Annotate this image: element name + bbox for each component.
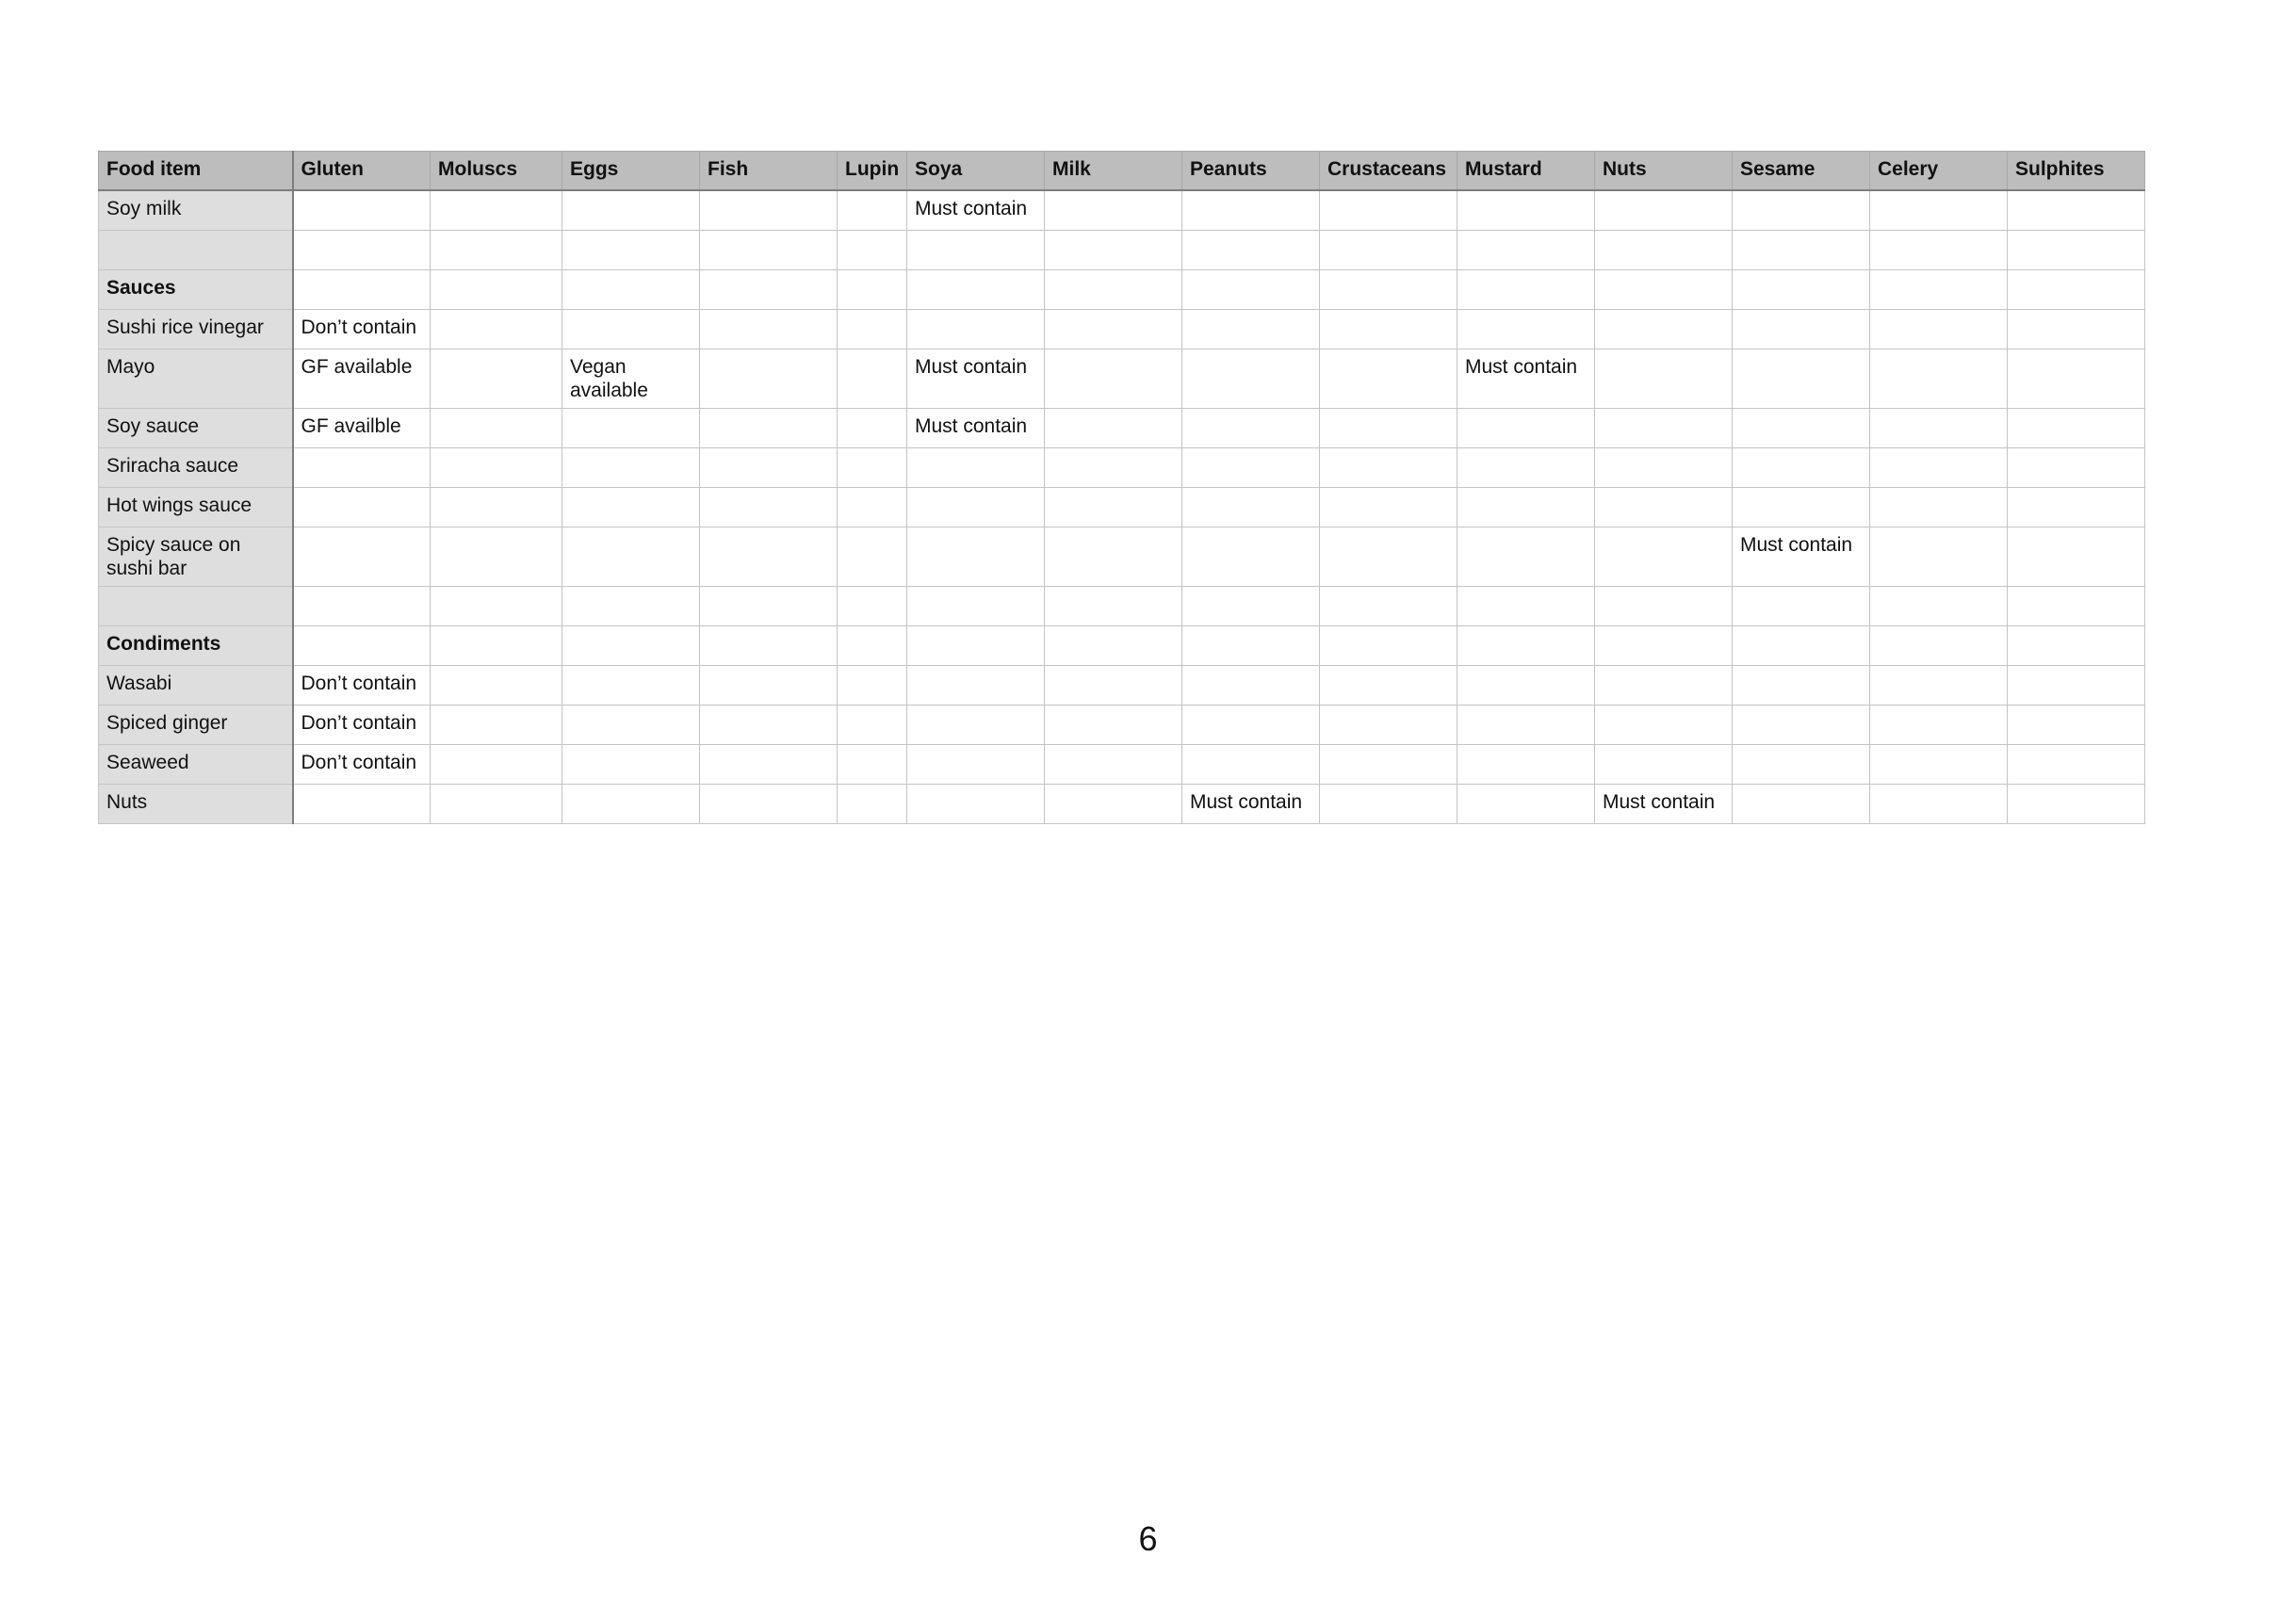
allergen-cell — [1457, 706, 1595, 745]
allergen-cell — [1045, 745, 1182, 785]
allergen-cell: Don’t contain — [293, 666, 431, 706]
allergen-cell — [700, 190, 838, 231]
table-row — [99, 785, 2145, 824]
table-row — [99, 190, 2145, 231]
allergen-cell: Must contain — [1595, 785, 1733, 824]
allergen-cell — [2008, 270, 2145, 310]
allergen-cell — [1733, 409, 1870, 448]
allergen-cell — [1870, 409, 2008, 448]
column-header-peanuts: Peanuts — [1182, 152, 1320, 191]
allergen-cell — [431, 527, 562, 587]
allergen-cell — [2008, 706, 2145, 745]
allergen-cell — [907, 527, 1045, 587]
allergen-cell — [1182, 448, 1320, 488]
allergen-cell — [700, 587, 838, 626]
allergen-cell — [1320, 231, 1457, 270]
allergen-cell — [1457, 270, 1595, 310]
food-item-cell — [99, 231, 293, 270]
allergen-cell — [1595, 706, 1733, 745]
table-row — [99, 488, 2145, 527]
allergen-cell — [838, 231, 907, 270]
allergen-cell — [1870, 349, 2008, 409]
allergen-cell — [700, 706, 838, 745]
allergen-cell — [562, 448, 700, 488]
allergen-cell: Must contain — [1733, 527, 1870, 587]
allergen-cell — [1733, 270, 1870, 310]
allergen-cell — [1320, 785, 1457, 824]
allergen-cell — [1045, 666, 1182, 706]
allergen-cell — [1320, 666, 1457, 706]
allergen-cell — [1595, 745, 1733, 785]
allergen-cell — [2008, 785, 2145, 824]
allergen-cell — [2008, 448, 2145, 488]
column-header-fish: Fish — [700, 152, 838, 191]
food-item-cell: Spiced ginger — [99, 706, 293, 745]
allergen-cell — [1595, 488, 1733, 527]
food-item-cell: Sriracha sauce — [99, 448, 293, 488]
allergen-cell — [1045, 190, 1182, 231]
allergen-cell — [431, 349, 562, 409]
allergen-cell — [907, 745, 1045, 785]
allergen-cell — [1870, 745, 2008, 785]
allergen-cell — [907, 706, 1045, 745]
allergen-cell — [1595, 587, 1733, 626]
allergen-cell — [907, 270, 1045, 310]
allergen-cell — [1182, 310, 1320, 349]
allergen-cell — [562, 270, 700, 310]
allergen-cell — [700, 310, 838, 349]
food-item-cell: Seaweed — [99, 745, 293, 785]
allergen-cell — [1733, 190, 1870, 231]
allergen-cell — [431, 785, 562, 824]
table-row — [99, 745, 2145, 785]
allergen-cell — [1320, 349, 1457, 409]
allergen-cell — [293, 626, 431, 666]
table-row — [99, 409, 2145, 448]
allergen-cell — [700, 527, 838, 587]
allergen-cell — [562, 626, 700, 666]
table-row — [99, 527, 2145, 587]
allergen-cell — [1457, 745, 1595, 785]
food-item-cell: Soy milk — [99, 190, 293, 231]
allergen-cell — [1045, 626, 1182, 666]
table-row — [99, 448, 2145, 488]
allergen-cell — [1320, 488, 1457, 527]
column-header-nuts: Nuts — [1595, 152, 1733, 191]
allergen-cell — [1595, 527, 1733, 587]
allergen-cell — [1320, 527, 1457, 587]
allergen-cell — [293, 448, 431, 488]
allergen-cell — [1320, 745, 1457, 785]
allergen-cell — [1320, 587, 1457, 626]
allergen-cell — [907, 310, 1045, 349]
allergen-cell: GF availble — [293, 409, 431, 448]
allergen-cell — [431, 587, 562, 626]
table-row — [99, 666, 2145, 706]
allergen-cell — [1457, 409, 1595, 448]
allergen-cell — [1870, 706, 2008, 745]
food-item-cell: Hot wings sauce — [99, 488, 293, 527]
table-header — [99, 152, 2145, 191]
allergen-cell — [1045, 488, 1182, 527]
allergen-cell — [1182, 488, 1320, 527]
allergen-cell — [293, 190, 431, 231]
allergen-cell — [293, 527, 431, 587]
column-header-lupin: Lupin — [838, 152, 907, 191]
allergen-cell — [1457, 190, 1595, 231]
allergen-cell — [1045, 785, 1182, 824]
allergen-cell — [907, 626, 1045, 666]
table-row — [99, 349, 2145, 409]
allergen-cell — [700, 666, 838, 706]
section-row — [99, 270, 2145, 310]
allergen-cell — [838, 409, 907, 448]
allergen-cell — [1595, 310, 1733, 349]
allergen-cell — [838, 448, 907, 488]
allergen-cell — [1320, 310, 1457, 349]
allergen-cell — [700, 488, 838, 527]
allergen-cell — [562, 587, 700, 626]
column-header-gluten: Gluten — [293, 152, 431, 191]
allergen-cell — [700, 448, 838, 488]
allergen-cell: Don’t contain — [293, 745, 431, 785]
allergen-cell — [1870, 527, 2008, 587]
allergen-cell — [2008, 587, 2145, 626]
allergen-cell — [1457, 527, 1595, 587]
allergen-cell — [1733, 448, 1870, 488]
allergen-cell — [431, 745, 562, 785]
food-item-cell: Sushi rice vinegar — [99, 310, 293, 349]
table-body — [99, 190, 2145, 824]
allergen-cell — [1595, 666, 1733, 706]
allergen-cell — [293, 270, 431, 310]
allergen-cell — [1320, 190, 1457, 231]
column-header-milk: Milk — [1045, 152, 1182, 191]
allergen-cell — [1870, 488, 2008, 527]
allergen-cell — [1870, 666, 2008, 706]
allergen-cell — [431, 706, 562, 745]
allergen-cell — [1870, 190, 2008, 231]
page-number: 6 — [1138, 1519, 1158, 1558]
allergen-cell — [1182, 409, 1320, 448]
allergen-cell — [1457, 231, 1595, 270]
allergen-cell — [562, 488, 700, 527]
allergen-cell — [1182, 745, 1320, 785]
allergen-cell — [1870, 626, 2008, 666]
allergen-cell — [1045, 270, 1182, 310]
allergen-cell — [1870, 270, 2008, 310]
allergen-cell — [431, 409, 562, 448]
allergen-cell — [1733, 745, 1870, 785]
allergen-cell — [1457, 310, 1595, 349]
allergen-cell — [1457, 785, 1595, 824]
blank-row — [99, 231, 2145, 270]
table-row — [99, 706, 2145, 745]
allergen-cell — [907, 587, 1045, 626]
allergen-cell — [1595, 409, 1733, 448]
allergen-cell — [1733, 785, 1870, 824]
allergen-cell — [1870, 310, 2008, 349]
allergen-cell — [2008, 488, 2145, 527]
allergen-cell — [1045, 409, 1182, 448]
section-row — [99, 626, 2145, 666]
allergen-cell — [2008, 349, 2145, 409]
allergen-cell — [700, 349, 838, 409]
allergen-cell — [1045, 527, 1182, 587]
allergen-cell — [431, 488, 562, 527]
allergen-cell — [562, 310, 700, 349]
allergen-cell — [1457, 587, 1595, 626]
allergen-cell — [1045, 448, 1182, 488]
allergen-cell — [1733, 666, 1870, 706]
allergen-cell — [562, 231, 700, 270]
allergen-cell — [1733, 310, 1870, 349]
allergen-cell — [1870, 785, 2008, 824]
allergen-cell — [1182, 190, 1320, 231]
allergen-cell — [431, 270, 562, 310]
allergen-cell — [700, 231, 838, 270]
allergen-cell — [1870, 231, 2008, 270]
column-header-sulphites: Sulphites — [2008, 152, 2145, 191]
column-header-soya: Soya — [907, 152, 1045, 191]
allergen-cell — [838, 527, 907, 587]
allergen-cell — [1045, 310, 1182, 349]
allergen-cell — [838, 190, 907, 231]
allergen-cell: Don’t contain — [293, 310, 431, 349]
allergen-cell — [562, 409, 700, 448]
allergen-cell — [838, 745, 907, 785]
column-header-mustard: Mustard — [1457, 152, 1595, 191]
allergen-cell — [1182, 349, 1320, 409]
allergen-cell — [1595, 270, 1733, 310]
column-header-crustaceans: Crustaceans — [1320, 152, 1457, 191]
allergen-cell — [1733, 349, 1870, 409]
allergen-cell — [431, 448, 562, 488]
allergen-cell — [907, 448, 1045, 488]
allergen-cell — [2008, 190, 2145, 231]
allergen-cell — [2008, 231, 2145, 270]
allergen-cell — [1182, 626, 1320, 666]
food-item-cell: Soy sauce — [99, 409, 293, 448]
allergen-cell — [1045, 231, 1182, 270]
allergen-cell — [1457, 488, 1595, 527]
allergen-cell — [1457, 666, 1595, 706]
allergen-cell — [2008, 310, 2145, 349]
allergen-cell — [1320, 409, 1457, 448]
allergen-cell — [838, 587, 907, 626]
allergen-cell — [838, 349, 907, 409]
column-header-food-item: Food item — [99, 152, 293, 191]
food-item-cell — [99, 587, 293, 626]
allergen-cell — [700, 785, 838, 824]
allergen-cell — [838, 626, 907, 666]
section-heading-cell: Sauces — [99, 270, 293, 310]
allergen-cell — [907, 488, 1045, 527]
allergen-table — [98, 151, 2145, 824]
allergen-cell: Vegan available — [562, 349, 700, 409]
allergen-cell — [838, 785, 907, 824]
allergen-cell — [1733, 587, 1870, 626]
allergen-cell — [1182, 706, 1320, 745]
allergen-cell — [562, 527, 700, 587]
header-row — [99, 152, 2145, 191]
allergen-cell — [1595, 190, 1733, 231]
allergen-cell — [431, 626, 562, 666]
allergen-cell — [700, 409, 838, 448]
column-header-moluscs: Moluscs — [431, 152, 562, 191]
allergen-cell — [1457, 626, 1595, 666]
allergen-cell: GF available — [293, 349, 431, 409]
allergen-cell — [1733, 231, 1870, 270]
allergen-cell — [700, 626, 838, 666]
allergen-cell — [1045, 349, 1182, 409]
allergen-cell — [838, 706, 907, 745]
allergen-cell — [431, 190, 562, 231]
allergen-cell — [838, 488, 907, 527]
allergen-cell — [2008, 626, 2145, 666]
allergen-cell — [838, 270, 907, 310]
allergen-cell — [1733, 488, 1870, 527]
column-header-celery: Celery — [1870, 152, 2008, 191]
table-row — [99, 310, 2145, 349]
allergen-cell — [1182, 527, 1320, 587]
allergen-cell — [2008, 745, 2145, 785]
allergen-cell — [1182, 666, 1320, 706]
allergen-cell — [1870, 587, 2008, 626]
column-header-eggs: Eggs — [562, 152, 700, 191]
allergen-cell — [293, 231, 431, 270]
allergen-cell — [1320, 706, 1457, 745]
allergen-cell — [1320, 448, 1457, 488]
food-item-cell: Nuts — [99, 785, 293, 824]
allergen-cell — [431, 231, 562, 270]
allergen-cell: Must contain — [907, 349, 1045, 409]
allergen-cell — [907, 666, 1045, 706]
allergen-cell — [562, 190, 700, 231]
column-header-sesame: Sesame — [1733, 152, 1870, 191]
allergen-cell — [1320, 270, 1457, 310]
food-item-cell: Spicy sauce on sushi bar — [99, 527, 293, 587]
allergen-cell — [1045, 587, 1182, 626]
allergen-cell — [293, 488, 431, 527]
allergen-cell — [1595, 448, 1733, 488]
allergen-cell — [700, 745, 838, 785]
section-heading-cell: Condiments — [99, 626, 293, 666]
allergen-cell — [562, 745, 700, 785]
allergen-cell — [1595, 231, 1733, 270]
allergen-cell: Must contain — [1457, 349, 1595, 409]
allergen-cell — [907, 785, 1045, 824]
allergen-cell — [1182, 587, 1320, 626]
allergen-cell — [1320, 626, 1457, 666]
allergen-cell — [2008, 666, 2145, 706]
food-item-cell: Wasabi — [99, 666, 293, 706]
allergen-cell — [1733, 706, 1870, 745]
allergen-cell — [293, 587, 431, 626]
allergen-cell — [700, 270, 838, 310]
allergen-cell — [293, 785, 431, 824]
allergen-cell — [562, 666, 700, 706]
allergen-cell — [1182, 270, 1320, 310]
food-item-cell: Mayo — [99, 349, 293, 409]
allergen-cell — [838, 310, 907, 349]
allergen-cell — [1870, 448, 2008, 488]
allergen-cell — [1045, 706, 1182, 745]
allergen-cell — [1457, 448, 1595, 488]
allergen-cell — [1733, 626, 1870, 666]
allergen-cell — [431, 310, 562, 349]
allergen-cell: Must contain — [1182, 785, 1320, 824]
allergen-cell — [1595, 626, 1733, 666]
allergen-cell: Don’t contain — [293, 706, 431, 745]
allergen-cell — [2008, 409, 2145, 448]
allergen-cell — [562, 706, 700, 745]
allergen-cell: Must contain — [907, 190, 1045, 231]
allergen-cell — [1182, 231, 1320, 270]
allergen-cell — [562, 785, 700, 824]
allergen-cell — [838, 666, 907, 706]
allergen-cell — [1595, 349, 1733, 409]
allergen-cell — [2008, 527, 2145, 587]
allergen-cell — [431, 666, 562, 706]
blank-row — [99, 587, 2145, 626]
allergen-cell: Must contain — [907, 409, 1045, 448]
allergen-cell — [907, 231, 1045, 270]
